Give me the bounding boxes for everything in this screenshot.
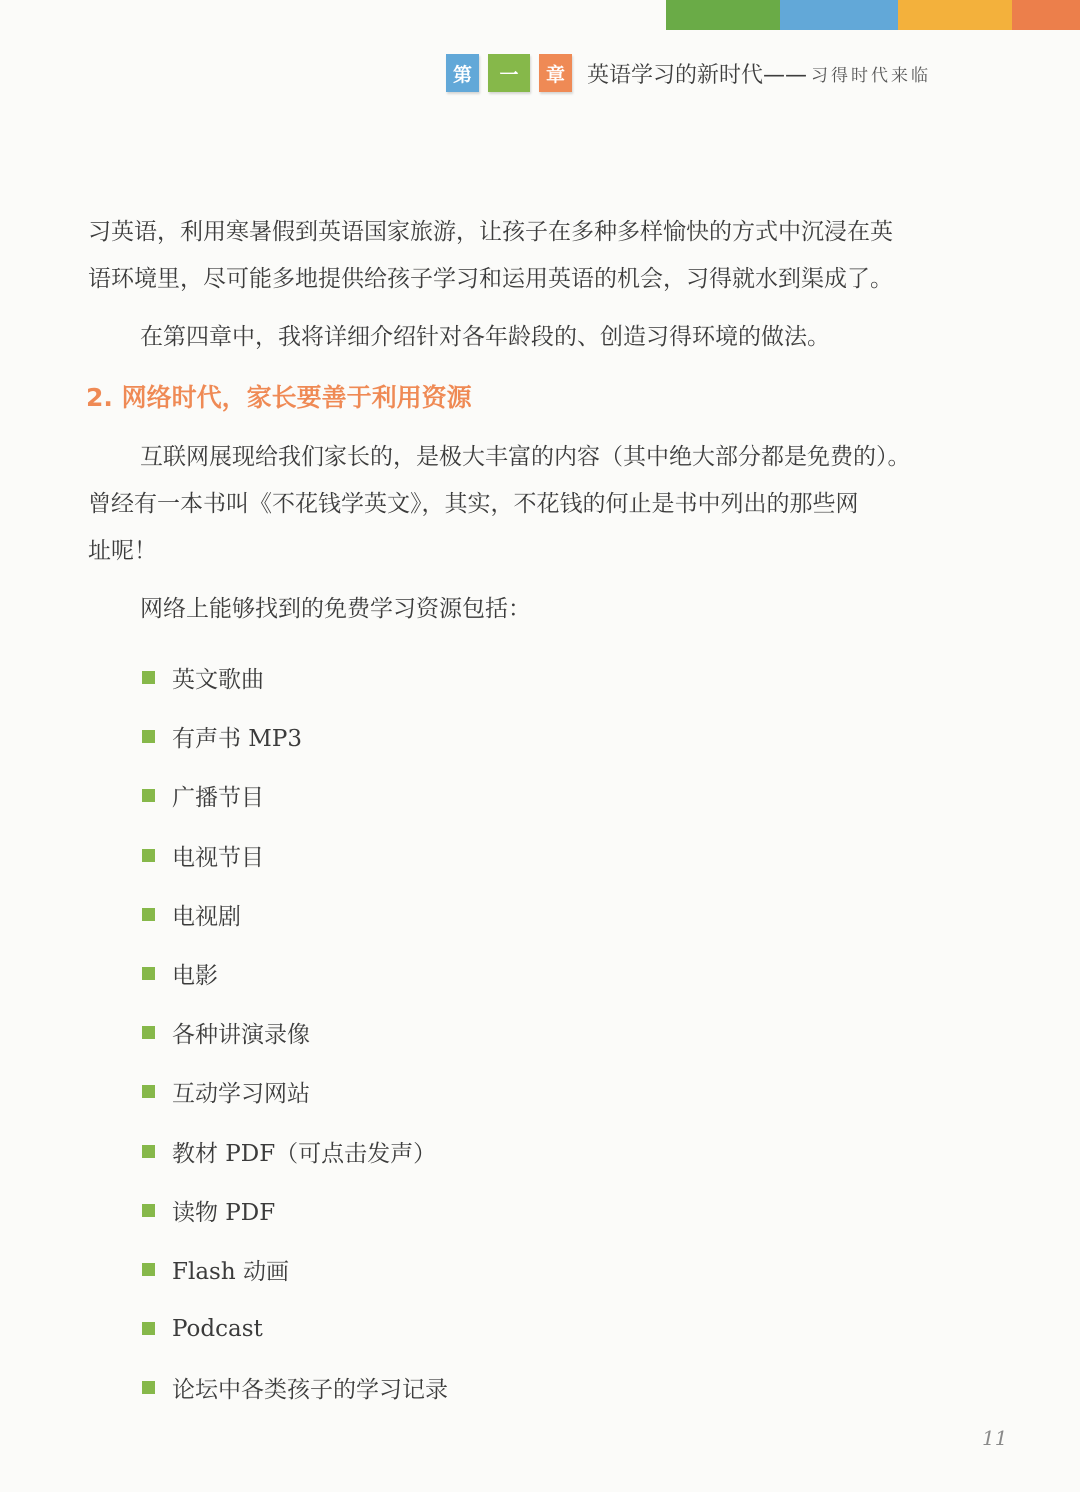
list-item bbox=[142, 1003, 448, 1062]
bullet-square-icon bbox=[142, 1204, 155, 1217]
page-number: 11 bbox=[982, 1426, 1008, 1450]
paragraph-line: 习英语，利用寒暑假到英语国家旅游，让孩子在多种多样愉快的方式中沉浸在英 bbox=[88, 219, 893, 245]
color-band-green bbox=[666, 0, 780, 30]
paragraph-line: 网络上能够找到的免费学习资源包括： bbox=[140, 596, 531, 622]
chapter-title: 英语学习的新时代—— bbox=[587, 62, 808, 88]
resource-list bbox=[142, 648, 448, 1417]
bullet-square-icon bbox=[142, 908, 155, 921]
list-item-label: 电视剧 bbox=[172, 903, 241, 930]
color-band-orange bbox=[1012, 0, 1080, 30]
list-item bbox=[142, 1062, 448, 1121]
list-item bbox=[142, 707, 448, 766]
chapter-box-1: 第 bbox=[446, 54, 479, 92]
paragraph-line: 在第四章中，我将详细介绍针对各年龄段的、创造习得环境的做法。 bbox=[140, 324, 830, 350]
bullet-square-icon bbox=[142, 849, 155, 862]
list-item-label: 教材 PDF（可点击发声） bbox=[172, 1140, 437, 1167]
list-item bbox=[142, 826, 448, 885]
list-item-label: Flash 动画 bbox=[172, 1258, 289, 1285]
bullet-square-icon bbox=[142, 1322, 155, 1335]
list-item bbox=[142, 885, 448, 944]
bullet-square-icon bbox=[142, 1381, 155, 1394]
bullet-square-icon bbox=[142, 967, 155, 980]
chapter-box-3: 章 bbox=[539, 54, 572, 92]
list-item-label: 电影 bbox=[172, 963, 218, 990]
paragraph-line: 语环境里，尽可能多地提供给孩子学习和运用英语的机会，习得就水到渠成了。 bbox=[88, 266, 893, 292]
list-item bbox=[142, 1299, 448, 1358]
list-item-label: 英文歌曲 bbox=[172, 667, 264, 694]
bullet-square-icon bbox=[142, 671, 155, 684]
bullet-square-icon bbox=[142, 730, 155, 743]
color-band-yellow bbox=[898, 0, 1012, 30]
paragraph-line: 互联网展现给我们家长的，是极大丰富的内容（其中绝大部分都是免费的）。 bbox=[140, 444, 911, 470]
chapter-header bbox=[446, 50, 931, 96]
list-item bbox=[142, 1181, 448, 1240]
list-item-label: 论坛中各类孩子的学习记录 bbox=[172, 1377, 448, 1404]
list-item bbox=[142, 648, 448, 707]
list-item-label: 电视节目 bbox=[172, 844, 264, 871]
list-item-label: 有声书 MP3 bbox=[172, 726, 302, 753]
list-item bbox=[142, 766, 448, 825]
list-item bbox=[142, 1358, 448, 1417]
chapter-subtitle: 习得时代来临 bbox=[811, 65, 932, 86]
paragraph-line: 曾经有一本书叫《不花钱学英文》，其实，不花钱的何止是书中列出的那些网 bbox=[88, 491, 859, 517]
list-item bbox=[142, 944, 448, 1003]
paragraph-line: 址呢！ bbox=[88, 538, 157, 564]
bullet-square-icon bbox=[142, 1263, 155, 1276]
list-item-label: 广播节目 bbox=[172, 785, 264, 812]
list-item-label: 互动学习网站 bbox=[172, 1081, 310, 1108]
color-band bbox=[666, 0, 1080, 30]
bullet-square-icon bbox=[142, 1026, 155, 1039]
section-heading: 2. 网络时代，家长要善于利用资源 bbox=[86, 383, 472, 412]
bullet-square-icon bbox=[142, 1085, 155, 1098]
list-item-label: 读物 PDF bbox=[172, 1199, 276, 1226]
list-item bbox=[142, 1122, 448, 1181]
color-band-blue bbox=[780, 0, 898, 30]
list-item bbox=[142, 1240, 448, 1299]
list-item-label: Podcast bbox=[172, 1315, 263, 1342]
bullet-square-icon bbox=[142, 789, 155, 802]
chapter-box-2: 一 bbox=[488, 54, 530, 92]
bullet-square-icon bbox=[142, 1145, 155, 1158]
list-item-label: 各种讲演录像 bbox=[172, 1022, 310, 1049]
